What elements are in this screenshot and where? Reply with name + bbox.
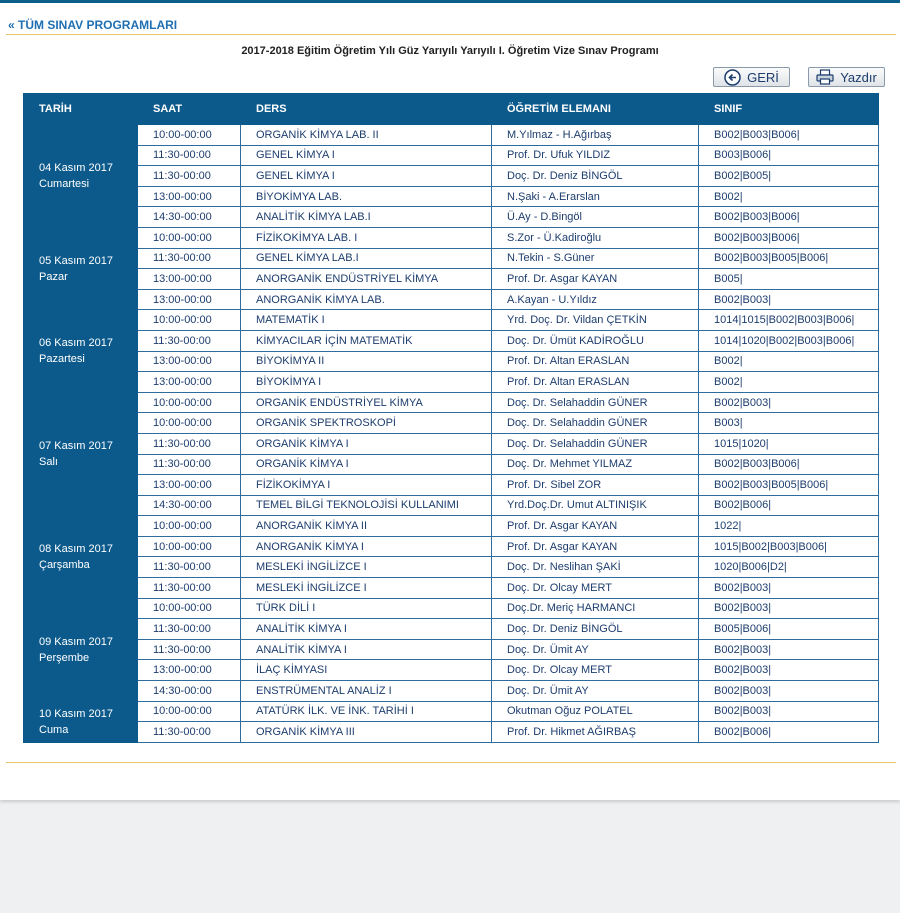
- instructor-cell: Yrd.Doç.Dr. Umut ALTINIŞIK: [492, 495, 699, 516]
- classroom-cell: B002|: [699, 372, 879, 393]
- table-row: [24, 516, 879, 537]
- time-cell: 13:00-00:00: [138, 660, 241, 681]
- table-row: [24, 475, 879, 496]
- classroom-cell: B002|B003|: [699, 392, 879, 413]
- instructor-cell: Doç. Dr. Selahaddin GÜNER: [492, 392, 699, 413]
- classroom-cell: B003|: [699, 413, 879, 434]
- table-row: [24, 413, 879, 434]
- exam-date: 05 Kasım 2017: [39, 254, 113, 267]
- course-cell: ORGANİK KİMYA LAB. II: [241, 125, 492, 146]
- time-cell: 13:00-00:00: [138, 186, 241, 207]
- back-arrow-icon: [724, 69, 741, 86]
- exam-weekday: Salı: [39, 456, 58, 468]
- course-cell: ORGANİK SPEKTROSKOPİ: [241, 413, 492, 434]
- course-cell: MESLEKİ İNGİLİZCE I: [241, 578, 492, 599]
- classroom-cell: B002|B003|B005|B006|: [699, 248, 879, 269]
- table-row: [24, 125, 879, 146]
- table-row: [24, 433, 879, 454]
- time-cell: 14:30-00:00: [138, 495, 241, 516]
- course-cell: TÜRK DİLİ I: [241, 598, 492, 619]
- table-row: [24, 392, 879, 413]
- page-title: 2017-2018 Eğitim Öğretim Yılı Güz Yarıyılı Yarıyılı I. Öğretim Vize Sınav Programı: [241, 45, 659, 57]
- header-time: SAAT: [138, 94, 241, 125]
- footer-divider: [6, 762, 896, 763]
- table-row: [24, 351, 879, 372]
- classroom-cell: 1014|1020|B002|B003|B006|: [699, 330, 879, 351]
- table-header-row: [24, 94, 879, 125]
- instructor-cell: Doç. Dr. Olcay MERT: [492, 578, 699, 599]
- course-cell: GENEL KİMYA I: [241, 166, 492, 187]
- instructor-cell: Doç. Dr. Ümit AY: [492, 681, 699, 702]
- table-row: [24, 269, 879, 290]
- course-cell: İLAÇ KİMYASI: [241, 660, 492, 681]
- course-cell: ANORGANİK KİMYA LAB.: [241, 289, 492, 310]
- classroom-cell: B002|B003|: [699, 289, 879, 310]
- classroom-cell: B002|: [699, 351, 879, 372]
- course-cell: ANORGANİK ENDÜSTRİYEL KİMYA: [241, 269, 492, 290]
- time-cell: 13:00-00:00: [138, 475, 241, 496]
- instructor-cell: Prof. Dr. Asgar KAYAN: [492, 536, 699, 557]
- classroom-cell: B002|B003|: [699, 639, 879, 660]
- classroom-cell: B002|B003|B006|: [699, 207, 879, 228]
- instructor-cell: Prof. Dr. Asgar KAYAN: [492, 269, 699, 290]
- time-cell: 13:00-00:00: [138, 351, 241, 372]
- course-cell: FİZİKOKİMYA LAB. I: [241, 227, 492, 248]
- exam-date-cell: [24, 392, 138, 516]
- exam-date: 08 Kasım 2017: [39, 542, 113, 555]
- classroom-cell: 1020|B006|D2|: [699, 557, 879, 578]
- time-cell: 10:00-00:00: [138, 413, 241, 434]
- instructor-cell: Yrd. Doç. Dr. Vildan ÇETKİN: [492, 310, 699, 331]
- time-cell: 11:30-00:00: [138, 578, 241, 599]
- exam-date: 09 Kasım 2017: [39, 635, 113, 648]
- exam-date: 10 Kasım 2017: [39, 707, 113, 720]
- printer-icon: [816, 69, 834, 85]
- instructor-cell: Doç. Dr. Ümüt KADİROĞLU: [492, 330, 699, 351]
- classroom-cell: B002|B003|: [699, 660, 879, 681]
- instructor-cell: Doç. Dr. Selahaddin GÜNER: [492, 433, 699, 454]
- course-cell: MESLEKİ İNGİLİZCE I: [241, 557, 492, 578]
- table-row: [24, 660, 879, 681]
- time-cell: 10:00-00:00: [138, 310, 241, 331]
- exam-date-cell: [24, 125, 138, 228]
- exam-weekday: Pazar: [39, 270, 68, 283]
- time-cell: 11:30-00:00: [138, 722, 241, 743]
- course-cell: BİYOKİMYA II: [241, 351, 492, 372]
- table-row: [24, 186, 879, 207]
- instructor-cell: Ü.Ay - D.Bingöl: [492, 207, 699, 228]
- table-body: [24, 125, 879, 743]
- time-cell: 11:30-00:00: [138, 454, 241, 475]
- time-cell: 14:30-00:00: [138, 207, 241, 228]
- classroom-cell: B002|B005|: [699, 166, 879, 187]
- classroom-cell: B002|B003|: [699, 701, 879, 722]
- exam-date-cell: [24, 701, 138, 742]
- classroom-cell: B005|B006|: [699, 619, 879, 640]
- course-cell: GENEL KİMYA I: [241, 145, 492, 166]
- time-cell: 11:30-00:00: [138, 639, 241, 660]
- table-row: [24, 248, 879, 269]
- table-row: [24, 372, 879, 393]
- table-row: [24, 310, 879, 331]
- course-cell: BİYOKİMYA LAB.: [241, 186, 492, 207]
- course-cell: FİZİKOKİMYA I: [241, 475, 492, 496]
- time-cell: 11:30-00:00: [138, 433, 241, 454]
- classroom-cell: B005|: [699, 269, 879, 290]
- exam-date-cell: [24, 516, 138, 598]
- classroom-cell: B002|B003|B006|: [699, 227, 879, 248]
- time-cell: 10:00-00:00: [138, 598, 241, 619]
- instructor-cell: Prof. Dr. Altan ERASLAN: [492, 372, 699, 393]
- instructor-cell: N.Şaki - A.Erarslan: [492, 186, 699, 207]
- table-row: [24, 701, 879, 722]
- exam-date: 04 Kasım 2017: [39, 161, 113, 174]
- classroom-cell: 1015|1020|: [699, 433, 879, 454]
- classroom-cell: B002|B003|: [699, 598, 879, 619]
- course-cell: MATEMATİK I: [241, 310, 492, 331]
- header-divider: [6, 34, 896, 35]
- instructor-cell: M.Yılmaz - H.Ağırbaş: [492, 125, 699, 146]
- instructor-cell: Doç. Dr. Deniz BİNGÖL: [492, 619, 699, 640]
- back-button-label: GERİ: [747, 69, 779, 85]
- instructor-cell: Doç. Dr. Deniz BİNGÖL: [492, 166, 699, 187]
- table-row: [24, 639, 879, 660]
- course-cell: ANALİTİK KİMYA I: [241, 639, 492, 660]
- time-cell: 11:30-00:00: [138, 248, 241, 269]
- course-cell: GENEL KİMYA LAB.I: [241, 248, 492, 269]
- table-row: [24, 536, 879, 557]
- instructor-cell: S.Zor - Ü.Kadiroğlu: [492, 227, 699, 248]
- classroom-cell: B002|: [699, 186, 879, 207]
- time-cell: 11:30-00:00: [138, 619, 241, 640]
- time-cell: 10:00-00:00: [138, 516, 241, 537]
- table-row: [24, 557, 879, 578]
- exam-date: 06 Kasım 2017: [39, 337, 113, 350]
- classroom-cell: 1022|: [699, 516, 879, 537]
- course-cell: ORGANİK KİMYA I: [241, 454, 492, 475]
- time-cell: 11:30-00:00: [138, 330, 241, 351]
- instructor-cell: Doç. Dr. Ümit AY: [492, 639, 699, 660]
- course-cell: ORGANİK KİMYA I: [241, 433, 492, 454]
- instructor-cell: Doç. Dr. Olcay MERT: [492, 660, 699, 681]
- print-button-label: Yazdır: [840, 69, 877, 85]
- time-cell: 13:00-00:00: [138, 289, 241, 310]
- course-cell: ANORGANİK KİMYA II: [241, 516, 492, 537]
- table-row: [24, 166, 879, 187]
- table-row: [24, 722, 879, 743]
- classroom-cell: B002|B003|B005|B006|: [699, 475, 879, 496]
- exam-weekday: Pazartesi: [39, 353, 85, 366]
- course-cell: ORGANİK ENDÜSTRİYEL KİMYA: [241, 392, 492, 413]
- instructor-cell: Doç. Dr. Selahaddin GÜNER: [492, 413, 699, 434]
- exam-weekday: Cuma: [39, 723, 69, 736]
- back-button[interactable]: [713, 67, 790, 87]
- table-row: [24, 598, 879, 619]
- table-row: [24, 289, 879, 310]
- instructor-cell: Prof. Dr. Ufuk YILDIZ: [492, 145, 699, 166]
- time-cell: 11:30-00:00: [138, 557, 241, 578]
- classroom-cell: B002|B003|: [699, 681, 879, 702]
- table-row: [24, 227, 879, 248]
- course-cell: KİMYACILAR İÇİN MATEMATİK: [241, 330, 492, 351]
- time-cell: 10:00-00:00: [138, 701, 241, 722]
- course-cell: ENSTRÜMENTAL ANALİZ I: [241, 681, 492, 702]
- table-row: [24, 207, 879, 228]
- course-cell: ANALİTİK KİMYA LAB.I: [241, 207, 492, 228]
- exam-date-cell: [24, 227, 138, 309]
- table-row: [24, 330, 879, 351]
- exam-weekday: Çarşamba: [39, 558, 90, 571]
- print-button[interactable]: [808, 67, 885, 87]
- instructor-cell: Okutman Oğuz POLATEL: [492, 701, 699, 722]
- time-cell: 10:00-00:00: [138, 125, 241, 146]
- classroom-cell: B002|B003|: [699, 578, 879, 599]
- header-date: TARİH: [24, 94, 138, 125]
- instructor-cell: Doç. Dr. Neslihan ŞAKİ: [492, 557, 699, 578]
- time-cell: 11:30-00:00: [138, 166, 241, 187]
- instructor-cell: Prof. Dr. Altan ERASLAN: [492, 351, 699, 372]
- table-row: [24, 578, 879, 599]
- time-cell: 14:30-00:00: [138, 681, 241, 702]
- header-classroom: SINIF: [699, 94, 879, 125]
- classroom-cell: B003|B006|: [699, 145, 879, 166]
- course-cell: BİYOKİMYA I: [241, 372, 492, 393]
- course-cell: ANORGANİK KİMYA I: [241, 536, 492, 557]
- instructor-cell: Doç. Dr. Mehmet YILMAZ: [492, 454, 699, 475]
- course-cell: TEMEL BİLGİ TEKNOLOJİSİ KULLANIMI: [241, 495, 492, 516]
- classroom-cell: 1015|B002|B003|B006|: [699, 536, 879, 557]
- header-course: DERS: [241, 94, 492, 125]
- classroom-cell: B002|B003|B006|: [699, 125, 879, 146]
- course-cell: ATATÜRK İLK. VE İNK. TARİHİ I: [241, 701, 492, 722]
- instructor-cell: Prof. Dr. Hikmet AĞIRBAŞ: [492, 722, 699, 743]
- table-row: [24, 495, 879, 516]
- instructor-cell: Doç.Dr. Meriç HARMANCI: [492, 598, 699, 619]
- instructor-cell: N.Tekin - S.Güner: [492, 248, 699, 269]
- classroom-cell: B002|B006|: [699, 722, 879, 743]
- time-cell: 13:00-00:00: [138, 372, 241, 393]
- exam-date: 07 Kasım 2017: [39, 440, 113, 452]
- table-row: [24, 145, 879, 166]
- table-row: [24, 619, 879, 640]
- time-cell: 10:00-00:00: [138, 227, 241, 248]
- course-cell: ANALİTİK KİMYA I: [241, 619, 492, 640]
- classroom-cell: B002|B003|B006|: [699, 454, 879, 475]
- exam-date-cell: [24, 310, 138, 392]
- all-exam-programs-link[interactable]: « TÜM SINAV PROGRAMLARI: [8, 18, 178, 32]
- time-cell: 10:00-00:00: [138, 536, 241, 557]
- top-accent-bar: [0, 0, 900, 3]
- time-cell: 11:30-00:00: [138, 145, 241, 166]
- exam-weekday: Perşembe: [39, 651, 90, 664]
- classroom-cell: B002|B006|: [699, 495, 879, 516]
- time-cell: 13:00-00:00: [138, 269, 241, 290]
- instructor-cell: A.Kayan - U.Yıldız: [492, 289, 699, 310]
- time-cell: 10:00-00:00: [138, 392, 241, 413]
- table-row: [24, 454, 879, 475]
- table-row: [24, 681, 879, 702]
- classroom-cell: 1014|1015|B002|B003|B006|: [699, 310, 879, 331]
- course-cell: ORGANİK KİMYA III: [241, 722, 492, 743]
- exam-date-cell: [24, 598, 138, 701]
- header-instructor: ÖĞRETİM ELEMANI: [492, 94, 699, 125]
- instructor-cell: Prof. Dr. Sibel ZOR: [492, 475, 699, 496]
- exam-schedule-table: [23, 93, 879, 743]
- instructor-cell: Prof. Dr. Asgar KAYAN: [492, 516, 699, 537]
- exam-weekday: Cumartesi: [39, 177, 90, 190]
